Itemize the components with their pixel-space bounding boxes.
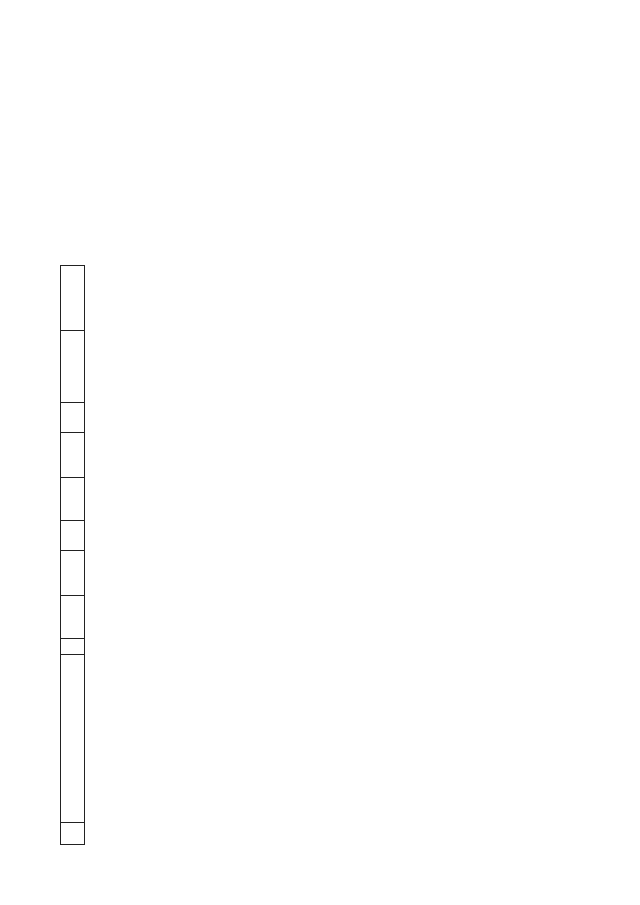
header-row (61, 266, 85, 845)
header-cell (61, 266, 85, 331)
program-table-rotated (60, 265, 85, 845)
header-cell (61, 402, 85, 432)
header-cell (61, 520, 85, 550)
header-cell (61, 638, 85, 654)
header-cell (61, 477, 85, 520)
header-cell (61, 595, 85, 638)
header-cell (61, 432, 85, 477)
header-cell (61, 550, 85, 595)
header-cell (61, 654, 85, 822)
program-table (60, 265, 85, 845)
header-cell (61, 331, 85, 402)
header-cell (61, 823, 85, 845)
